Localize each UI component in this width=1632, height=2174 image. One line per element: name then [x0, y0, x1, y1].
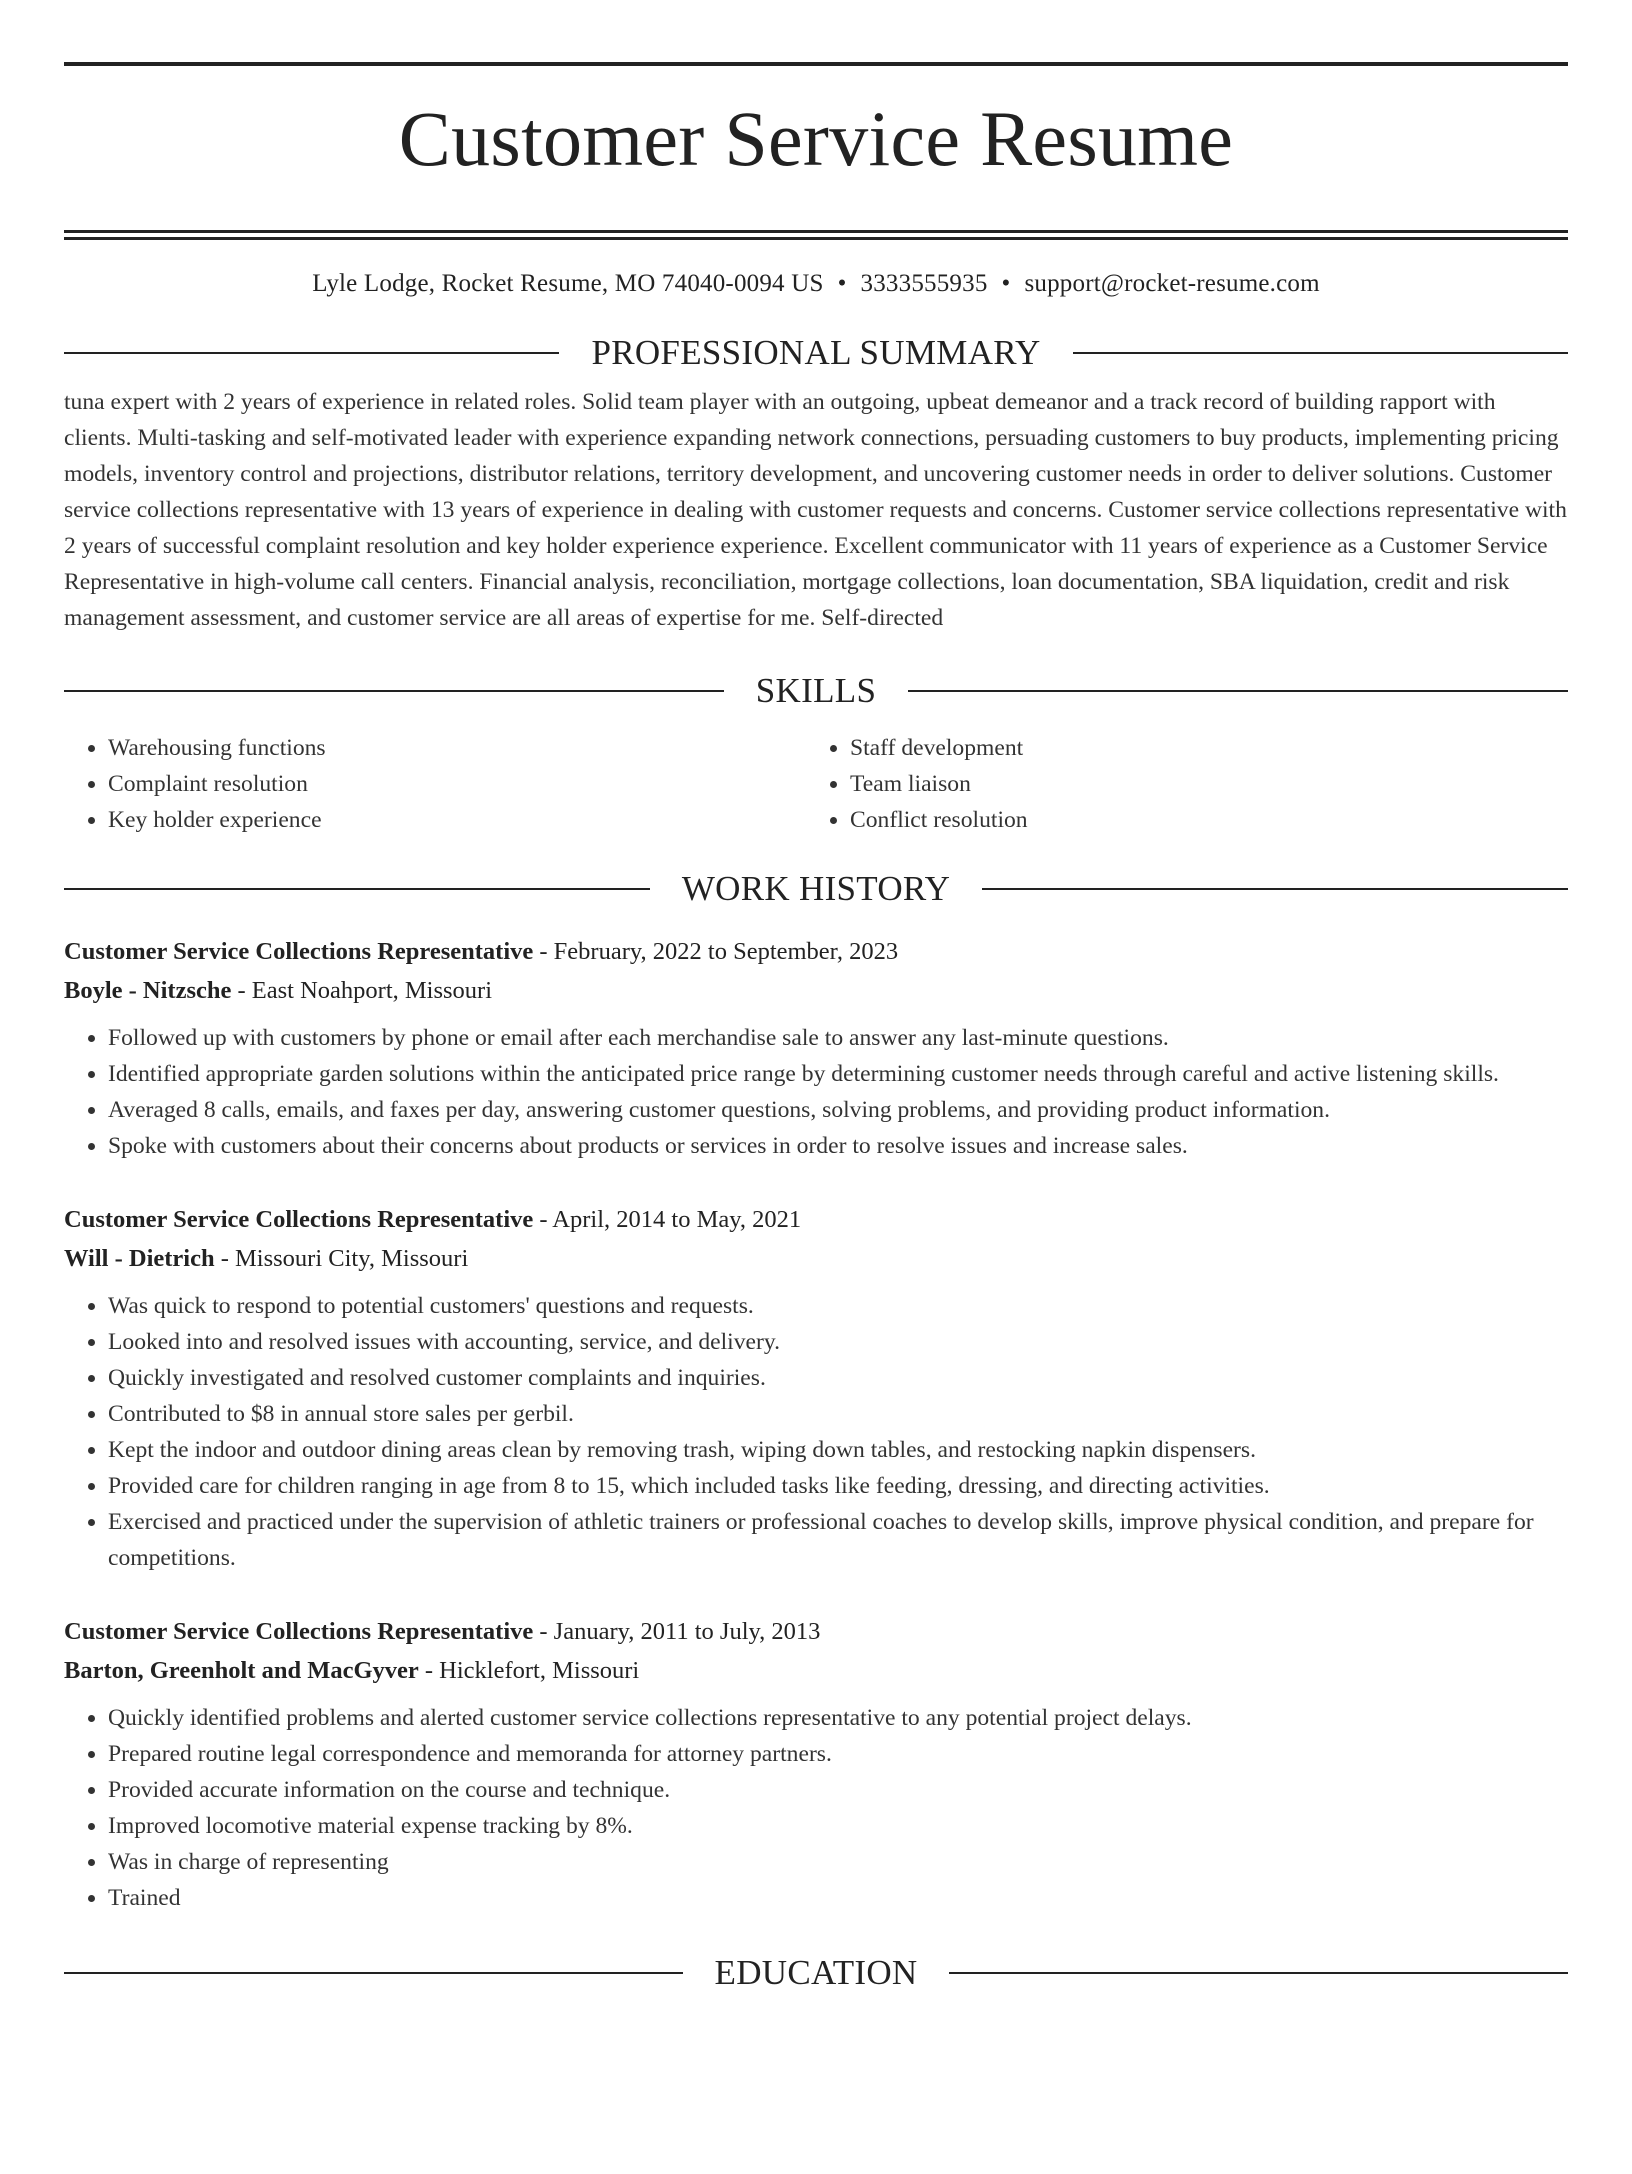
- job-bullet: • Spoke with customers about their concerns about products or services in order to resolve issues and increase sales.: [108, 1128, 1568, 1164]
- job-bullets: [64, 1288, 1568, 1576]
- job-title: Customer Service Collections Representative: [64, 1618, 534, 1645]
- job-bullet: • Kept the indoor and outdoor dining areas clean by removing trash, wiping down tables, and restocking napkin dispensers.: [108, 1432, 1568, 1468]
- skills-column-left: [64, 730, 806, 838]
- skill-item: • Complaint resolution: [108, 766, 806, 802]
- job-title: Customer Service Collections Representative: [64, 1206, 534, 1233]
- job-company: Will - Dietrich: [64, 1245, 215, 1272]
- skills-column-right: [806, 730, 1548, 838]
- contact-separator: •: [1001, 270, 1011, 297]
- job-location: - Missouri City, Missouri: [220, 1245, 469, 1272]
- work-section-header: [64, 868, 1568, 910]
- job-entry: [64, 1200, 1568, 1576]
- skill-item: • Staff development: [850, 730, 1548, 766]
- job-company: Boyle - Nitzsche: [64, 977, 232, 1004]
- summary-section-header: [64, 332, 1568, 374]
- resume-title: Customer Service Resume: [398, 95, 1234, 182]
- education-heading: EDUCATION: [714, 1953, 918, 1992]
- job-bullet: • Provided care for children ranging in age from 8 to 15, which included tasks like feeding, dressing, and directing activities.: [108, 1468, 1568, 1504]
- job-bullet: • Was in charge of representing: [108, 1844, 1568, 1880]
- section-divider: [982, 888, 1568, 890]
- job-bullets: [64, 1700, 1568, 1916]
- section-divider: [64, 690, 724, 692]
- top-rule: [64, 62, 1568, 66]
- job-bullet: • Improved locomotive material expense tracking by 8%.: [108, 1808, 1568, 1844]
- contact-address: Lyle Lodge, Rocket Resume, MO 74040-0094 US: [312, 270, 824, 297]
- job-dates: - January, 2011 to July, 2013: [539, 1618, 821, 1645]
- contact-email: support@rocket-resume.com: [1024, 270, 1320, 297]
- section-divider: [64, 888, 650, 890]
- skills-section-header: [64, 670, 1568, 712]
- job-bullet: • Averaged 8 calls, emails, and faxes per day, answering customer questions, solving problems, and providing product information.: [108, 1092, 1568, 1128]
- job-bullet: • Provided accurate information on the course and technique.: [108, 1772, 1568, 1808]
- job-company-line: [64, 1651, 1568, 1690]
- job-bullet: • Was quick to respond to potential customers' questions and requests.: [108, 1288, 1568, 1324]
- job-bullet: • Identified appropriate garden solutions within the anticipated price range by determining customer needs through careful and active listening skills.: [108, 1056, 1568, 1092]
- work-heading: WORK HISTORY: [681, 869, 951, 908]
- contact-line: [64, 270, 1568, 298]
- section-divider: [949, 1972, 1568, 1974]
- summary-text: tuna expert with 2 years of experience in related roles. Solid team player with an outgoing, upbeat demeanor and a track record of building rapport with clients. Multi-tasking and self-motivated leader with experience expanding network connections, persuading customers to buy products, implementing pricing models, inventory control and projections, distributor relations, territory development, and uncovering customer needs in order to deliver solutions. Customer service collections representative with 13 years of experience in dealing with customer requests and concerns. Customer service collections representative with 2 years of successful complaint resolution and key holder experience experience. Excellent communicator with 11 years of experience as a Customer Service Representative in high-volume call centers. Financial analysis, reconciliation, mortgage collections, loan documentation, SBA liquidation, credit and risk management assessment, and customer service are all areas of expertise for me. Self-directed: [64, 389, 1567, 631]
- job-bullet: • Quickly investigated and resolved customer complaints and inquiries.: [108, 1360, 1568, 1396]
- job-bullet: • Looked into and resolved issues with accounting, service, and delivery.: [108, 1324, 1568, 1360]
- job-dates: - April, 2014 to May, 2021: [539, 1206, 802, 1233]
- job-company-line: [64, 1239, 1568, 1278]
- contact-separator: •: [837, 270, 847, 297]
- job-title-line: [64, 1612, 1568, 1651]
- job-bullet: • Followed up with customers by phone or email after each merchandise sale to answer any last-minute questions.: [108, 1020, 1568, 1056]
- contact-phone: 3333555935: [860, 270, 988, 297]
- job-bullet: • Quickly identified problems and alerted customer service collections representative to any potential project delays.: [108, 1700, 1568, 1736]
- job-bullet: • Exercised and practiced under the supervision of athletic trainers or professional coaches to develop skills, improve physical condition, and prepare for competitions.: [108, 1504, 1568, 1576]
- skill-item: • Conflict resolution: [850, 802, 1548, 838]
- job-location: - East Noahport, Missouri: [237, 977, 492, 1004]
- job-bullet: • Contributed to $8 in annual store sales per gerbil.: [108, 1396, 1568, 1432]
- skill-item: • Warehousing functions: [108, 730, 806, 766]
- job-bullet: • Prepared routine legal correspondence and memoranda for attorney partners.: [108, 1736, 1568, 1772]
- job-company-line: [64, 971, 1568, 1010]
- skills-list: [64, 730, 1568, 838]
- summary-heading: PROFESSIONAL SUMMARY: [591, 333, 1041, 372]
- job-bullets: [64, 1020, 1568, 1164]
- section-divider: [64, 352, 559, 354]
- job-location: - Hicklefort, Missouri: [424, 1657, 640, 1684]
- job-title-line: [64, 932, 1568, 971]
- job-entry: [64, 932, 1568, 1164]
- job-bullet: • Trained: [108, 1880, 1568, 1916]
- section-divider: [64, 1972, 683, 1974]
- section-divider: [908, 690, 1568, 692]
- skill-item: • Team liaison: [850, 766, 1548, 802]
- double-rule: [64, 230, 1568, 240]
- job-entry: [64, 1612, 1568, 1916]
- resume-page: [0, 62, 1632, 2174]
- job-dates: - February, 2022 to September, 2023: [539, 938, 899, 965]
- job-title-line: [64, 1200, 1568, 1239]
- section-divider: [1073, 352, 1568, 354]
- job-company: Barton, Greenholt and MacGyver: [64, 1657, 419, 1684]
- skills-heading: SKILLS: [755, 671, 877, 710]
- job-title: Customer Service Collections Representative: [64, 938, 534, 965]
- education-section-header: [64, 1952, 1568, 1994]
- skill-item: • Key holder experience: [108, 802, 806, 838]
